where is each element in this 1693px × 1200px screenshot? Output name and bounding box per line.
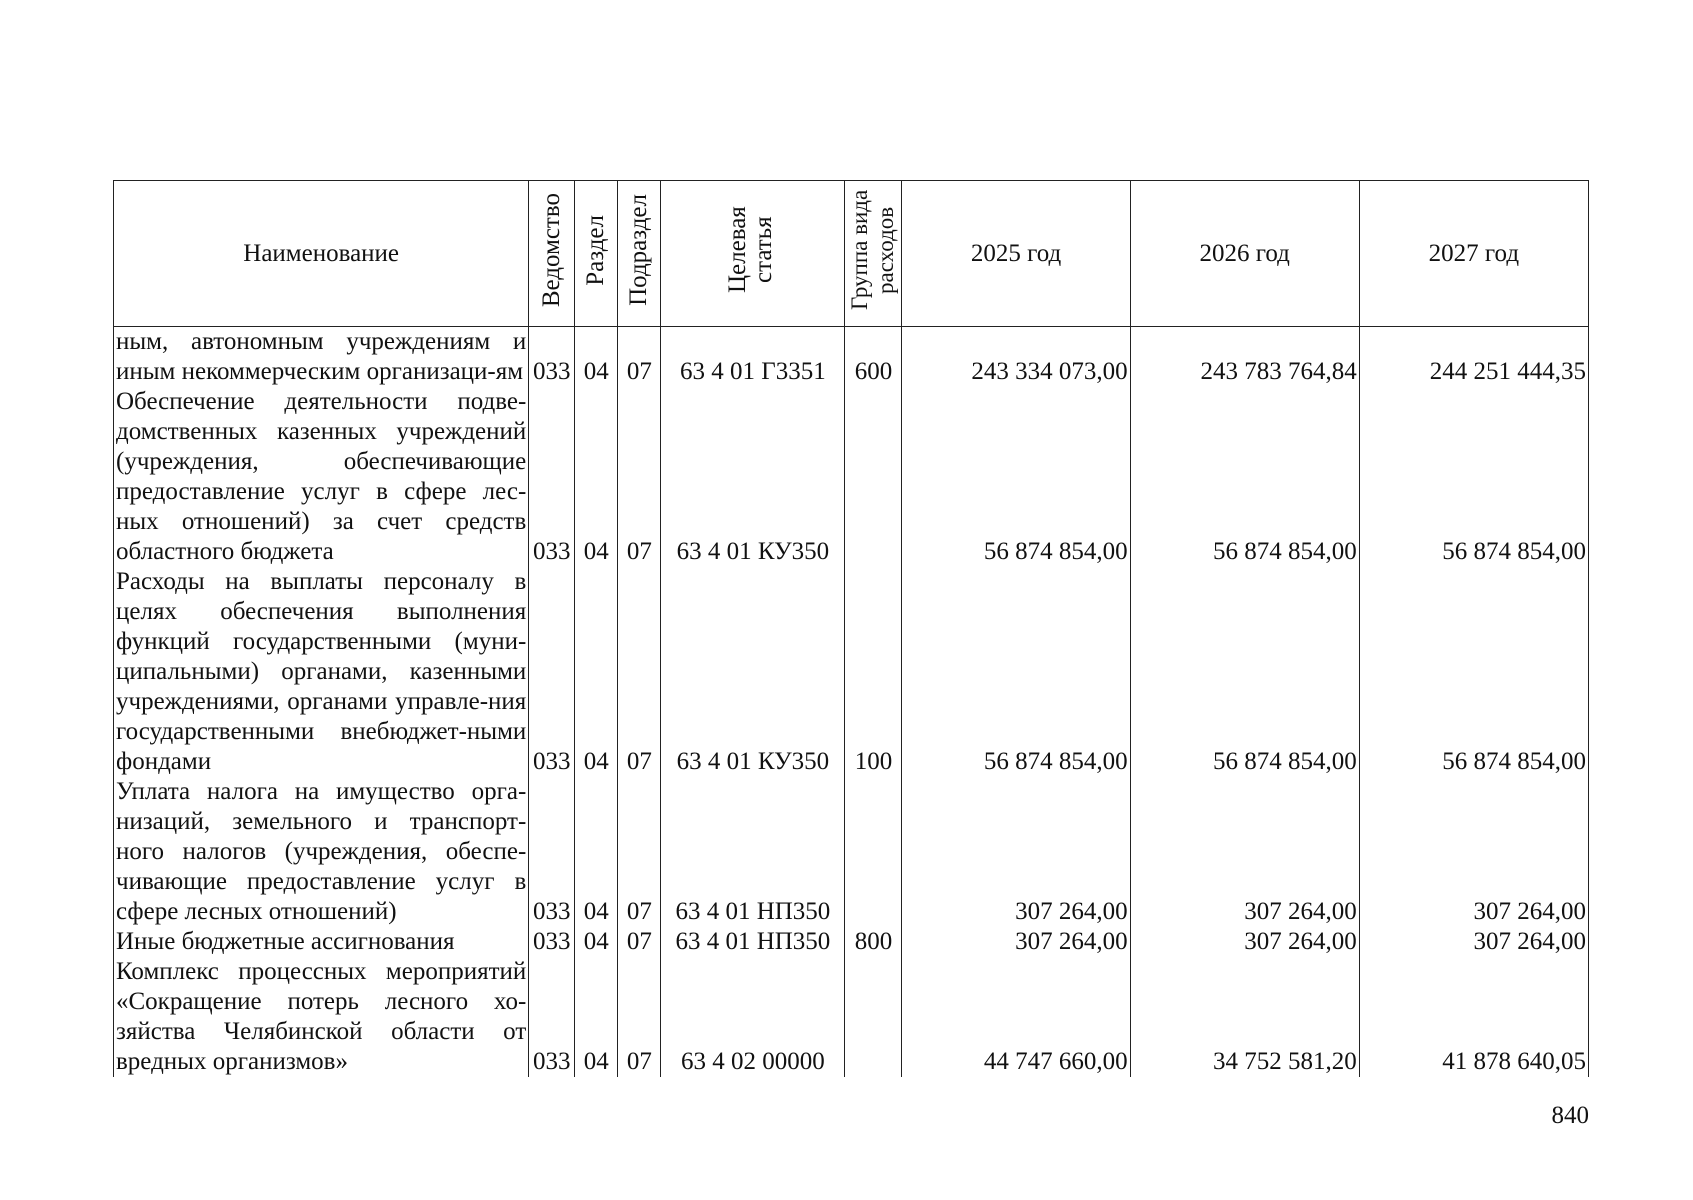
row-section: 04 — [575, 567, 618, 777]
row-amount-2025: 56 874 854,00 — [902, 567, 1130, 777]
page-number: 840 — [1551, 1102, 1589, 1129]
row-amount-2026: 307 264,00 — [1130, 777, 1359, 927]
row-amount-2026: 34 752 581,20 — [1130, 957, 1359, 1077]
col-header-name: Наименование — [114, 181, 529, 327]
col-header-subsection: Подраздел — [618, 181, 661, 327]
row-amount-2027: 307 264,00 — [1359, 927, 1588, 957]
row-amount-2025: 307 264,00 — [902, 777, 1130, 927]
row-amount-2026: 56 874 854,00 — [1130, 567, 1359, 777]
row-target-article: 63 4 01 КУ350 — [661, 567, 845, 777]
table-row — [114, 927, 1589, 957]
col-header-section: Раздел — [575, 181, 618, 327]
row-section: 04 — [575, 777, 618, 927]
row-subsection: 07 — [618, 927, 661, 957]
row-subsection: 07 — [618, 387, 661, 567]
row-section: 04 — [575, 927, 618, 957]
row-name: ным, автономным учреждениям и иным некоммерческим организаци-ям — [114, 327, 529, 388]
col-header-2025: 2025 год — [902, 181, 1130, 327]
col-header-expense-group: Группа вида расходов — [845, 181, 902, 327]
row-subsection: 07 — [618, 957, 661, 1077]
row-expense-group — [845, 957, 902, 1077]
row-subsection: 07 — [618, 777, 661, 927]
col-header-2027: 2027 год — [1359, 181, 1588, 327]
row-section: 04 — [575, 327, 618, 388]
row-target-article: 63 4 01 НП350 — [661, 777, 845, 927]
row-amount-2027: 56 874 854,00 — [1359, 387, 1588, 567]
row-name: Иные бюджетные ассигнования — [114, 927, 529, 957]
budget-table — [113, 180, 1589, 1077]
row-amount-2026: 56 874 854,00 — [1130, 387, 1359, 567]
row-amount-2025: 56 874 854,00 — [902, 387, 1130, 567]
row-subsection: 07 — [618, 567, 661, 777]
header-row — [114, 181, 1589, 327]
row-amount-2025: 243 334 073,00 — [902, 327, 1130, 388]
row-department: 033 — [529, 387, 575, 567]
row-department: 033 — [529, 957, 575, 1077]
row-amount-2025: 307 264,00 — [902, 927, 1130, 957]
row-subsection: 07 — [618, 327, 661, 388]
row-expense-group: 600 — [845, 327, 902, 388]
row-amount-2025: 44 747 660,00 — [902, 957, 1130, 1077]
row-department: 033 — [529, 327, 575, 388]
col-header-2026: 2026 год — [1130, 181, 1359, 327]
row-expense-group: 100 — [845, 567, 902, 777]
row-amount-2027: 307 264,00 — [1359, 777, 1588, 927]
col-header-department: Ведомство — [529, 181, 575, 327]
table-row — [114, 567, 1589, 777]
row-target-article: 63 4 01 КУ350 — [661, 387, 845, 567]
row-name: Обеспечение деятельности подве-домственных казенных учреждений (учреждения, обеспечивающие предоставление услуг в сфере лес-ных отношений) за счет средств областного бюджета — [114, 387, 529, 567]
table-row — [114, 387, 1589, 567]
row-department: 033 — [529, 927, 575, 957]
row-name: Комплекс процессных мероприятий «Сокращение потерь лесного хо-зяйства Челябинской области от вредных организмов» — [114, 957, 529, 1077]
row-name: Уплата налога на имущество орга-низаций, земельного и транспорт-ного налогов (учреждения, обеспе-чивающие предоставление услуг в сфере лесных отношений) — [114, 777, 529, 927]
row-name: Расходы на выплаты персоналу в целях обеспечения выполнения функций государственными (муни-ципальными) органами, казенными учреждениями, органами управле-ния государственными внебюджет-ными фондами — [114, 567, 529, 777]
row-section: 04 — [575, 957, 618, 1077]
table-row — [114, 327, 1589, 388]
row-section: 04 — [575, 387, 618, 567]
col-header-target-article: Целевая статья — [661, 181, 845, 327]
row-amount-2026: 243 783 764,84 — [1130, 327, 1359, 388]
table-row — [114, 777, 1589, 927]
row-amount-2027: 41 878 640,05 — [1359, 957, 1588, 1077]
row-amount-2027: 56 874 854,00 — [1359, 567, 1588, 777]
row-expense-group — [845, 777, 902, 927]
row-expense-group — [845, 387, 902, 567]
table-row — [114, 957, 1589, 1077]
row-department: 033 — [529, 777, 575, 927]
row-target-article: 63 4 01 Г3351 — [661, 327, 845, 388]
row-amount-2027: 244 251 444,35 — [1359, 327, 1588, 388]
row-target-article: 63 4 02 00000 — [661, 957, 845, 1077]
row-amount-2026: 307 264,00 — [1130, 927, 1359, 957]
row-expense-group: 800 — [845, 927, 902, 957]
row-target-article: 63 4 01 НП350 — [661, 927, 845, 957]
row-department: 033 — [529, 567, 575, 777]
